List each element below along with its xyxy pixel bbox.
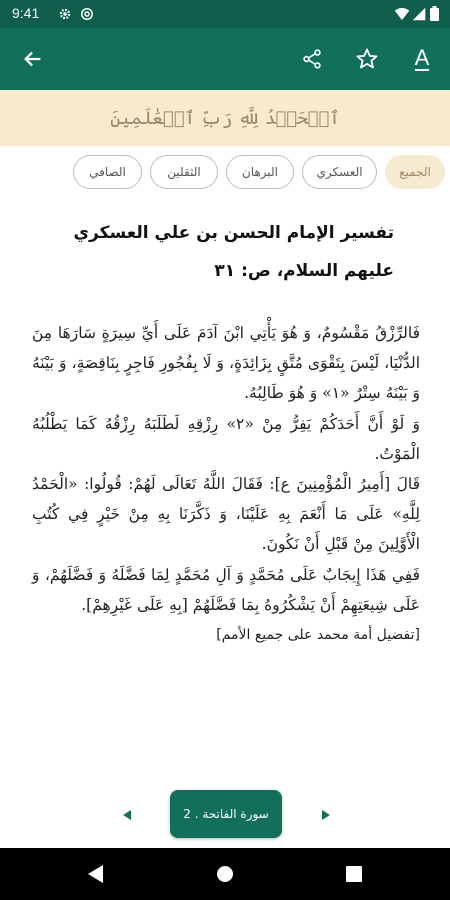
basmala-banner: [0, 90, 450, 146]
paragraph: قَالَ [أَمِيرُ الْمُؤْمِنِينَ ع]: فَقَالَ اللَّهُ تَعَالَى لَهُمْ: قُولُوا: «الْحَمْدُ لِلَّهِ» عَلَى مَا أَنْعَمَ بِهِ عَلَيْنَا، وَ ذَكَّرَنَا بِهِ مِنْ خَيْرٍ فِي كُتُبِ الْأَوَّلِينَ مِنْ قَبْلِ أَنْ نَكُونَ.: [32, 475, 420, 554]
signal-icon: [412, 6, 426, 25]
system-navigation-bar: [0, 848, 450, 900]
tafsir-filter-chips: [0, 155, 450, 193]
paragraph: وَ لَوْ أَنَّ أَحَدَكُمْ يَفِرُّ مِنْ «٢» رِزْقِهِ لَطَلَبَهُ رِزْقُهُ كَمَا يَطْلُبُهُ الْمَوْتُ.: [32, 414, 420, 463]
tafsir-text: [32, 318, 420, 650]
section-note: [تفضيل أمة محمد على جميع الأمم]: [216, 627, 420, 644]
back-arrow-icon[interactable]: [16, 42, 50, 76]
chip-burhan[interactable]: البرهان: [226, 155, 294, 189]
recents-square-icon[interactable]: [342, 862, 366, 886]
surah-selector-button[interactable]: سورة الفاتحة . 2: [170, 790, 282, 838]
chip-all[interactable]: الجميع: [385, 155, 445, 189]
source-title: تفسير الإمام الحسن بن علي العسكري عليهم السلام، ص: ٣١: [73, 223, 394, 281]
paragraph: فَالرِّزْقُ مَقْسُومٌ، وَ هُوَ يَأْتِي ابْنَ آدَمَ عَلَى أَيِّ سِيرَةٍ سَارَهَا مِنَ الدُّنْيَا، لَيْسَ بِتَقْوَى مُتَّقٍ بِزَائِدَةٍ، وَ لَا بِفُجُورِ فَاجِرٍ بِنَاقِصَةٍ، وَ بَيْنَهُ وَ بَيْنَهُ سِتْرٌ «١» وَ هُوَ طَالِبُهُ.: [32, 324, 420, 403]
home-circle-icon[interactable]: [213, 862, 237, 886]
chip-askari[interactable]: العسكري: [302, 155, 377, 189]
paragraph: فَفِي هَذَا إِيجَابٌ عَلَى مُحَمَّدٍ وَ آلِ مُحَمَّدٍ لِمَا فَضَّلَهُ وَ فَضَّلَهُمْ، وَ عَلَى شِيعَتِهِمْ أَنْ يَشْكُرُوهُ بِمَا فَضَّلَهُمْ [بِهِ عَلَى غَيْرِهِمْ].: [32, 565, 420, 614]
wifi-icon: [394, 6, 410, 25]
star-icon[interactable]: [350, 42, 384, 76]
at-sign-icon: [80, 6, 94, 25]
settings-gear-icon: [58, 6, 72, 25]
triangle-right-icon[interactable]: [318, 808, 332, 822]
font-size-icon[interactable]: A: [414, 45, 430, 70]
surah-navigation: [0, 790, 450, 840]
back-triangle-icon[interactable]: [84, 862, 108, 886]
chip-safi[interactable]: الصافي: [73, 155, 142, 189]
triangle-left-icon[interactable]: [120, 808, 134, 822]
chip-thaqalayn[interactable]: الثقلين: [150, 155, 218, 189]
share-icon[interactable]: [295, 42, 329, 76]
status-time: 9:41: [12, 5, 40, 21]
banner-verse: ٱلۡحَمۡدُ لِلَّهِ رَبِّ ٱلۡعَٰلَمِينَ: [110, 107, 340, 129]
app-bar: [0, 28, 450, 90]
status-bar: [0, 0, 450, 28]
battery-icon: [430, 6, 439, 25]
